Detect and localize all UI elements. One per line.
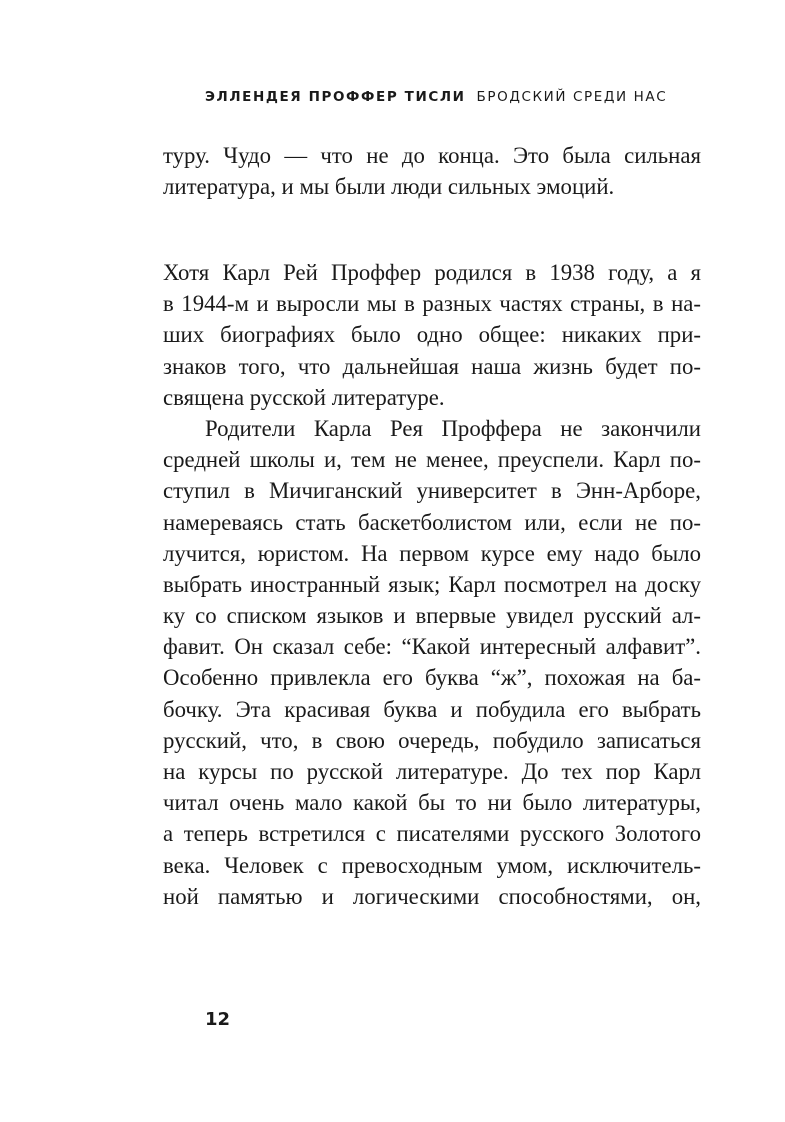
paragraph <box>163 257 701 413</box>
page-number: 12 <box>205 1009 231 1030</box>
text-line: на курсы по русской литературе. До тех пор Карл <box>163 759 701 784</box>
text-line: намереваясь стать баскетболистом или, если не по- <box>163 509 701 535</box>
text-line: в 1944-м и выросли мы в разных частях страны, в на- <box>163 291 701 317</box>
text-line: Особенно привлекла его буква “ж”, похожая на ба- <box>163 665 701 691</box>
text-line: знаков того, что дальнейшая наша жизнь будет по- <box>163 353 701 379</box>
text-line: лучится, юристом. На первом курсе ему надо было <box>163 540 701 566</box>
text-line: ших биографиях было одно общее: никаких при- <box>163 322 701 348</box>
text-line: ку со списком языков и впервые увидел русский ал- <box>163 603 701 629</box>
text-line: читал очень мало какой бы то ни было литературы, <box>163 790 701 816</box>
text-line: ной памятью и логическими способностями, он, <box>163 883 701 909</box>
text-line: а теперь встретился с писателями русского Золотого <box>163 821 701 847</box>
text-line: Хотя Карл Рей Проффер родился в 1938 году, а я <box>163 260 701 285</box>
text-line: средней школы и, тем не менее, преуспели. Карл по- <box>163 447 701 473</box>
text-line: ступил в Мичиганский университет в Энн-Арборе, <box>163 478 701 504</box>
running-head <box>205 89 668 105</box>
text-line: выбрать иностранный язык; Карл посмотрел на доску <box>163 571 701 597</box>
text-line: священа русской литературе. <box>163 384 445 410</box>
text-line: фавит. Он сказал себе: “Какой интересный алфавит”. <box>163 634 701 660</box>
paragraph <box>163 413 701 912</box>
text-line: литература, и мы были люди сильных эмоций. <box>163 174 615 200</box>
text-line: бочку. Эта красивая буква и побудила его выбрать <box>163 696 701 722</box>
text-line: Родители Карла Рея Проффера не закончили <box>205 415 701 441</box>
text-line: туру. Чудо — что не до конца. Это была сильная <box>163 143 701 168</box>
paragraph-continuation <box>163 140 701 202</box>
body-text <box>163 257 701 912</box>
running-head-title: БРОДСКИЙ СРЕДИ НАС <box>476 89 668 105</box>
running-head-author: ЭЛЛЕНДЕЯ ПРОФФЕР ТИСЛИ <box>205 89 466 105</box>
text-line: века. Человек с превосходным умом, исключитель- <box>163 852 701 878</box>
text-line: русский, что, в свою очередь, побудило записаться <box>163 727 701 753</box>
